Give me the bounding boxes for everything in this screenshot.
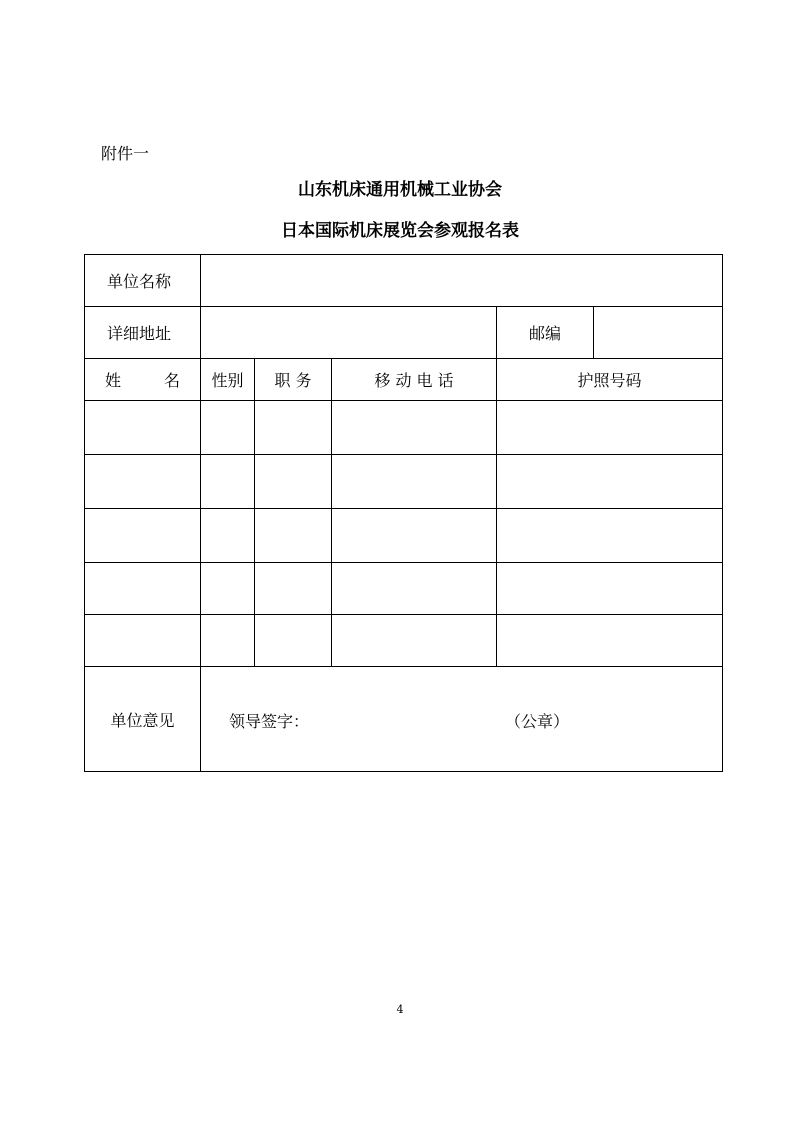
organization-title: 山东机床通用机械工业协会 (298, 180, 502, 200)
header-mobile: 移 动 电 话 (332, 359, 497, 401)
name-cell[interactable] (85, 455, 201, 509)
opinion-row (85, 667, 723, 772)
unit-name-label: 单位名称 (85, 255, 201, 307)
gender-cell[interactable] (201, 563, 255, 615)
unit-name-row (85, 255, 723, 307)
passport-cell[interactable] (497, 509, 723, 563)
name-cell[interactable] (85, 563, 201, 615)
unit-opinion-field[interactable] (201, 667, 723, 772)
passport-cell[interactable] (497, 563, 723, 615)
gender-cell[interactable] (201, 401, 255, 455)
postcode-field[interactable] (594, 307, 723, 359)
unit-name-field[interactable] (201, 255, 723, 307)
leader-signature-label: 领导签字： (229, 712, 310, 731)
table-row (85, 615, 723, 667)
passport-cell[interactable] (497, 401, 723, 455)
header-name-char2: 名 (163, 371, 180, 390)
address-label: 详细地址 (85, 307, 201, 359)
position-cell[interactable] (255, 401, 332, 455)
header-row (85, 359, 723, 401)
gender-cell[interactable] (201, 509, 255, 563)
header-name (85, 359, 201, 401)
address-field[interactable] (201, 307, 497, 359)
header-gender: 性别 (201, 359, 255, 401)
official-seal-label: （公章） (505, 712, 570, 731)
name-cell[interactable] (85, 615, 201, 667)
header-passport: 护照号码 (497, 359, 723, 401)
position-cell[interactable] (255, 615, 332, 667)
gender-cell[interactable] (201, 615, 255, 667)
table-row (85, 509, 723, 563)
header-position: 职 务 (255, 359, 332, 401)
table-row (85, 401, 723, 455)
registration-form-table (84, 254, 723, 772)
unit-opinion-label: 单位意见 (85, 667, 201, 772)
mobile-cell[interactable] (332, 615, 497, 667)
table-row (85, 563, 723, 615)
mobile-cell[interactable] (332, 401, 497, 455)
name-cell[interactable] (85, 509, 201, 563)
name-cell[interactable] (85, 401, 201, 455)
page-number: 4 (396, 1003, 404, 1016)
mobile-cell[interactable] (332, 563, 497, 615)
gender-cell[interactable] (201, 455, 255, 509)
table-row (85, 455, 723, 509)
form-title: 日本国际机床展览会参观报名表 (281, 221, 519, 241)
header-name-char1: 姓 (105, 371, 122, 390)
mobile-cell[interactable] (332, 509, 497, 563)
passport-cell[interactable] (497, 455, 723, 509)
mobile-cell[interactable] (332, 455, 497, 509)
passport-cell[interactable] (497, 615, 723, 667)
position-cell[interactable] (255, 563, 332, 615)
attachment-label: 附件一 (101, 144, 150, 163)
position-cell[interactable] (255, 509, 332, 563)
address-row (85, 307, 723, 359)
position-cell[interactable] (255, 455, 332, 509)
postcode-label: 邮编 (497, 307, 594, 359)
